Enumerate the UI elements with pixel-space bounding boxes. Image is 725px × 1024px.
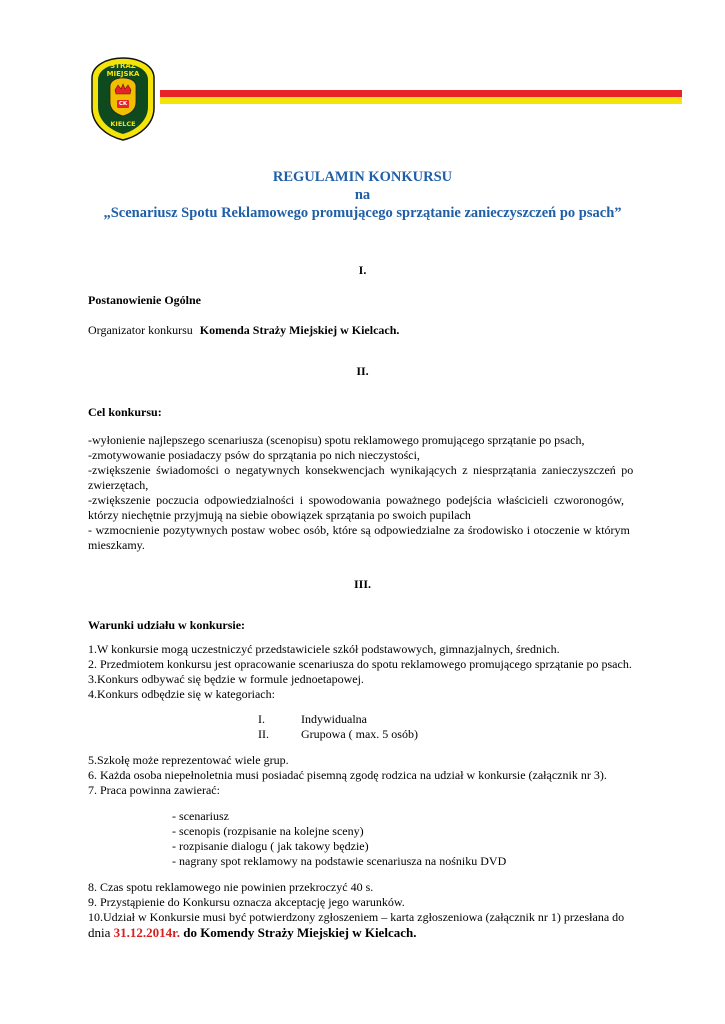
organizer-name: Komenda Straży Miejskiej w Kielcach.: [199, 323, 400, 337]
deadline-line: [88, 925, 416, 940]
condition-line: 6. Każda osoba niepełnoletnia musi posiadać pisemną zgodę rodzica na udział w konkursie (załącznik nr 3).: [88, 768, 607, 782]
deadline-prefix: dnia: [88, 925, 111, 940]
work-item: - scenariusz: [172, 809, 229, 823]
category-label: Grupowa ( max. 5 osób): [301, 727, 418, 741]
section-2-heading: Cel konkursu:: [88, 405, 162, 419]
organizer-label: Organizator konkursu: [88, 323, 193, 337]
deadline-date: 31.12.2014r.: [113, 925, 180, 940]
section-1-numeral: I.: [358, 263, 367, 277]
contest-name: „Scenariusz Spotu Reklamowego promującego sprzątanie zanieczyszczeń po psach”: [103, 205, 622, 221]
work-item: - scenopis (rozpisanie na kolejne sceny): [172, 824, 364, 838]
section-1-heading: Postanowienie Ogólne: [88, 293, 201, 307]
header-stripe-yellow: [160, 97, 682, 104]
category-number: I.: [258, 712, 265, 726]
city-guard-logo: [88, 56, 158, 142]
section-3-numeral: III.: [353, 577, 371, 591]
category-number: II.: [258, 727, 269, 741]
condition-line: 4.Konkurs odbędzie się w kategoriach:: [88, 687, 275, 701]
logo-text-bottom: KIELCE: [110, 120, 136, 128]
header-stripe-red: [160, 90, 682, 97]
logo-text-mid: MIEJSKA: [106, 70, 140, 78]
goal-line: zwierzętach,: [88, 478, 149, 492]
organizer-line: [88, 323, 399, 338]
condition-line: 7. Praca powinna zawierać:: [88, 783, 220, 797]
goal-line: mieszkamy.: [88, 538, 145, 552]
work-item: - nagrany spot reklamowy na podstawie scenariusza na nośniku DVD: [172, 854, 507, 868]
condition-line: 9. Przystąpienie do Konkursu oznacza akceptację jego warunków.: [88, 895, 405, 909]
goal-line: -wyłonienie najlepszego scenariusza (scenopisu) spotu reklamowego promującego sprzątanie po psach,: [88, 433, 585, 447]
work-item: - rozpisanie dialogu ( jak takowy będzie): [172, 839, 369, 853]
goal-line: -zwiększenie poczucia odpowiedzialności i spowodowania poważnego podejścia właścicieli czworonogów,: [88, 493, 625, 507]
condition-line: 8. Czas spotu reklamowego nie powinien przekroczyć 40 s.: [88, 880, 374, 894]
document-title: REGULAMIN KONKURSU: [272, 169, 453, 185]
condition-line: 5.Szkołę może reprezentować wiele grup.: [88, 753, 289, 767]
condition-line: 1.W konkursie mogą uczestniczyć przedstawiciele szkół podstawowych, gimnazjalnych, średnich.: [88, 642, 560, 656]
condition-line: 2. Przedmiotem konkursu jest opracowanie scenariusza do spotu reklamowego promującego sprzątanie po psach.: [88, 657, 632, 671]
goal-line: którzy niechętnie przyjmują na siebie obowiązek sprzątania po swoich pupilach: [88, 508, 471, 522]
deadline-recipient: do Komendy Straży Miejskiej w Kielcach.: [183, 925, 417, 940]
goal-line: -zwiększenie świadomości o negatywnych konsekwencjach wynikających z niesprzątania zanieczyszczeń po: [88, 463, 634, 477]
logo-text-top: STRAŻ: [110, 62, 136, 70]
condition-line: 10.Udział w Konkursie musi być potwierdzony zgłoszeniem – karta zgłoszeniowa (załącznik nr 1) przesłana do: [88, 910, 625, 924]
goal-line: -zmotywowanie posiadaczy psów do sprzątania po nich nieczystości,: [88, 448, 420, 462]
title-connector: na: [354, 187, 371, 203]
condition-line: 3.Konkurs odbywać się będzie w formule jednoetapowej.: [88, 672, 364, 686]
section-3-heading: Warunki udziału w konkursie:: [88, 618, 246, 632]
category-label: Indywidualna: [301, 712, 367, 726]
logo-badge: CK: [118, 101, 128, 107]
goal-line: - wzmocnienie pozytywnych postaw wobec osób, które są odpowiedzialne za środowisko i otoczenie w którym: [88, 523, 630, 537]
section-2-numeral: II.: [356, 364, 369, 378]
